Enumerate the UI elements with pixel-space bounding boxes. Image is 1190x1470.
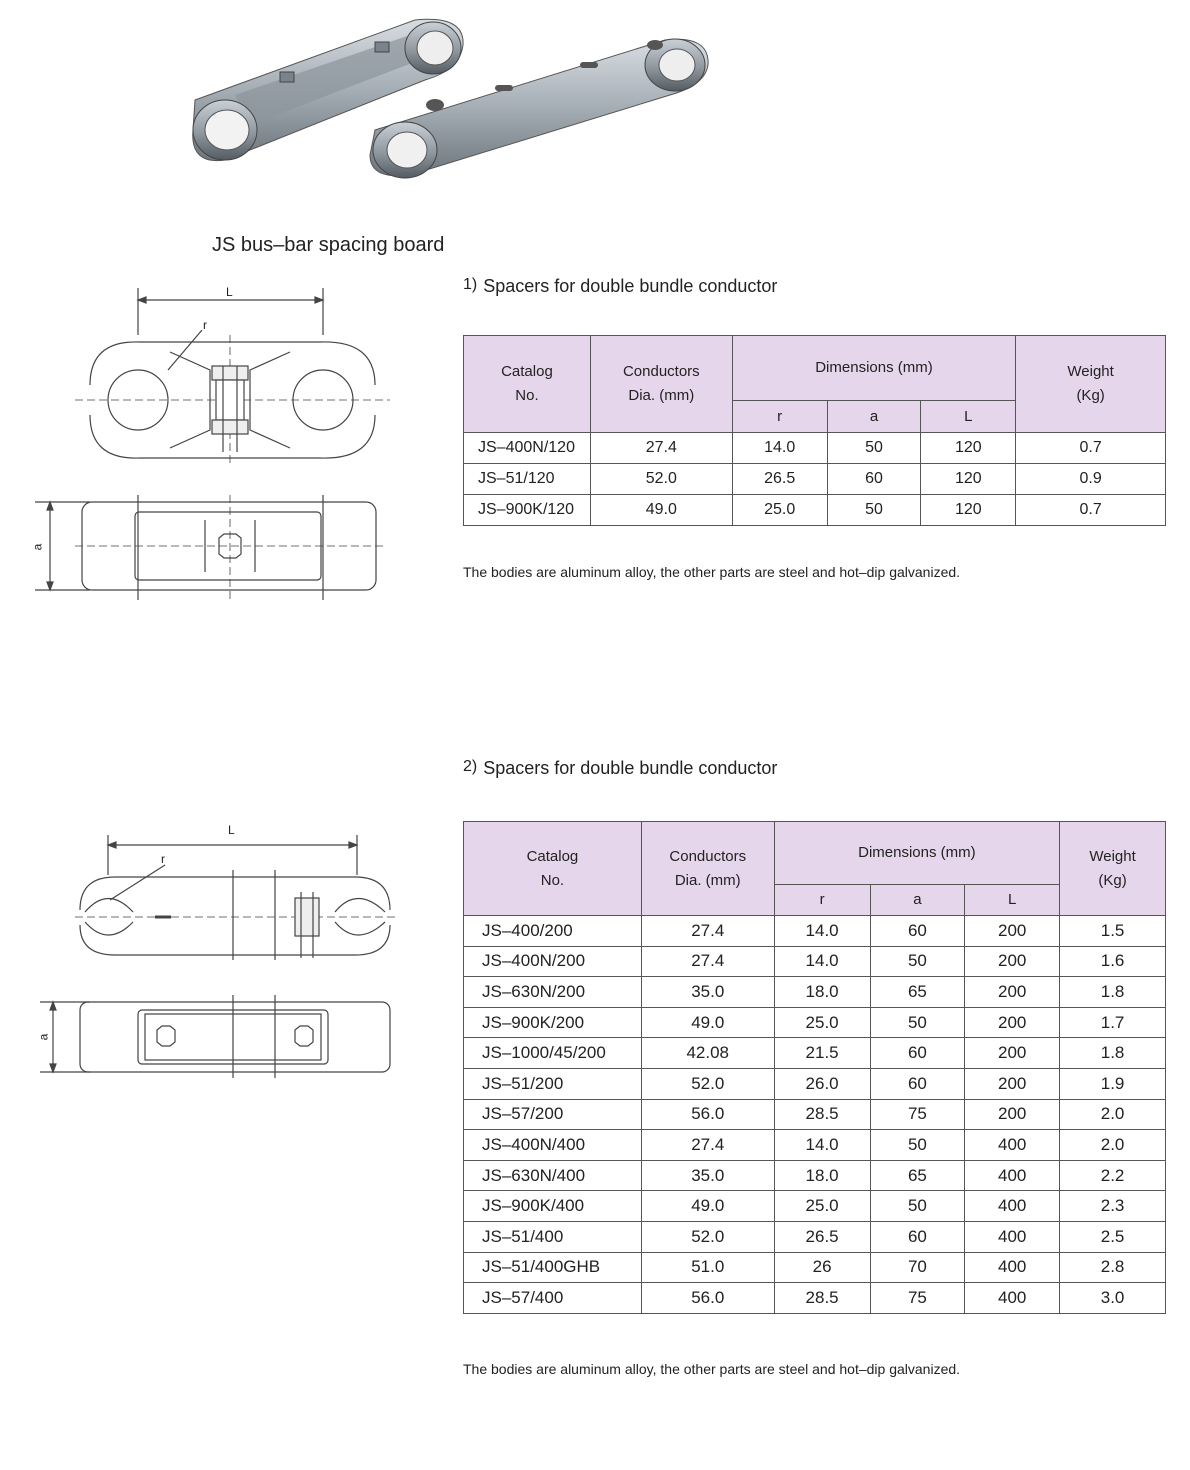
cell-dia: 51.0 — [641, 1252, 774, 1283]
spec-table-1-body — [464, 433, 1166, 526]
cell-weight: 2.5 — [1060, 1221, 1166, 1252]
cell-a: 70 — [870, 1252, 965, 1283]
cell-catalog: JS–51/400 — [464, 1221, 642, 1252]
cell-L: 200 — [965, 1068, 1060, 1099]
cell-weight: 0.7 — [1016, 495, 1166, 526]
technical-drawing-1 — [30, 280, 410, 610]
table-row — [464, 1068, 1166, 1099]
cell-L: 200 — [965, 977, 1060, 1008]
cell-catalog: JS–900K/400 — [464, 1191, 642, 1222]
cell-dia: 49.0 — [590, 495, 732, 526]
cell-dia: 52.0 — [590, 464, 732, 495]
table-row — [464, 495, 1166, 526]
cell-catalog: JS–630N/200 — [464, 977, 642, 1008]
cell-L: 400 — [965, 1252, 1060, 1283]
cell-dia: 56.0 — [641, 1283, 774, 1314]
section1-title — [463, 276, 777, 297]
cell-L: 400 — [965, 1191, 1060, 1222]
header-L: L — [965, 885, 1060, 916]
cell-dia: 49.0 — [641, 1007, 774, 1038]
cell-r: 14.0 — [774, 1130, 870, 1161]
cell-dia: 49.0 — [641, 1191, 774, 1222]
header-dimensions: Dimensions (mm) — [774, 822, 1059, 885]
cell-r: 26.5 — [732, 464, 827, 495]
cell-a: 65 — [870, 977, 965, 1008]
section2-title-text: Spacers for double bundle conductor — [483, 758, 778, 778]
cell-a: 50 — [827, 433, 921, 464]
cell-a: 65 — [870, 1160, 965, 1191]
product-title: JS bus–bar spacing board — [212, 234, 445, 256]
table-row — [464, 433, 1166, 464]
cell-L: 400 — [965, 1221, 1060, 1252]
cell-dia: 35.0 — [641, 977, 774, 1008]
table-row — [464, 1191, 1166, 1222]
cell-catalog: JS–51/120 — [464, 464, 591, 495]
cell-r: 18.0 — [774, 1160, 870, 1191]
cell-catalog: JS–51/400GHB — [464, 1252, 642, 1283]
cell-dia: 27.4 — [641, 946, 774, 977]
cell-weight: 1.6 — [1060, 946, 1166, 977]
cell-dia: 27.4 — [590, 433, 732, 464]
cell-catalog: JS–400/200 — [464, 916, 642, 947]
cell-a: 60 — [870, 1221, 965, 1252]
header-L: L — [921, 401, 1016, 433]
cell-a: 50 — [870, 1191, 965, 1222]
table-row — [464, 464, 1166, 495]
cell-a: 50 — [870, 946, 965, 977]
cell-weight: 1.8 — [1060, 1038, 1166, 1069]
table-row — [464, 1221, 1166, 1252]
section2-title — [463, 758, 777, 779]
header-catalog: Catalog No. — [464, 822, 642, 916]
cell-dia: 56.0 — [641, 1099, 774, 1130]
cell-catalog: JS–400N/200 — [464, 946, 642, 977]
cell-dia: 27.4 — [641, 916, 774, 947]
header-a: a — [827, 401, 921, 433]
cell-weight: 2.0 — [1060, 1099, 1166, 1130]
cell-r: 18.0 — [774, 977, 870, 1008]
cell-a: 75 — [870, 1099, 965, 1130]
cell-dia: 27.4 — [641, 1130, 774, 1161]
cell-weight: 0.9 — [1016, 464, 1166, 495]
header-weight: Weight (Kg) — [1016, 336, 1166, 433]
header-dimensions: Dimensions (mm) — [732, 336, 1015, 401]
section1-note: The bodies are aluminum alloy, the other parts are steel and hot–dip galvanized. — [463, 564, 961, 580]
drawing2-label-L: L — [228, 823, 235, 837]
cell-L: 200 — [965, 1099, 1060, 1130]
cell-L: 200 — [965, 916, 1060, 947]
table-row — [464, 1160, 1166, 1191]
cell-catalog: JS–1000/45/200 — [464, 1038, 642, 1069]
cell-r: 14.0 — [774, 946, 870, 977]
cell-a: 60 — [870, 916, 965, 947]
section1-title-text: Spacers for double bundle conductor — [483, 276, 778, 296]
header-r: r — [732, 401, 827, 433]
cell-weight: 1.9 — [1060, 1068, 1166, 1099]
section2-number: 2) — [463, 758, 478, 775]
cell-a: 60 — [870, 1038, 965, 1069]
cell-L: 120 — [921, 433, 1016, 464]
table-row — [464, 1130, 1166, 1161]
spec-table-2 — [463, 821, 1166, 1314]
cell-r: 28.5 — [774, 1283, 870, 1314]
spec-table-1 — [463, 335, 1166, 526]
cell-catalog: JS–400N/400 — [464, 1130, 642, 1161]
drawing2-label-a: a — [36, 1033, 51, 1041]
cell-r: 26.0 — [774, 1068, 870, 1099]
cell-r: 28.5 — [774, 1099, 870, 1130]
cell-weight: 2.2 — [1060, 1160, 1166, 1191]
cell-a: 60 — [870, 1068, 965, 1099]
cell-L: 400 — [965, 1160, 1060, 1191]
cell-L: 120 — [921, 495, 1016, 526]
header-conductors: Conductors Dia. (mm) — [641, 822, 774, 916]
cell-weight: 2.3 — [1060, 1191, 1166, 1222]
cell-r: 26.5 — [774, 1221, 870, 1252]
product-photo — [165, 0, 725, 205]
cell-catalog: JS–51/200 — [464, 1068, 642, 1099]
table-row — [464, 1099, 1166, 1130]
cell-a: 50 — [870, 1130, 965, 1161]
table-row — [464, 1252, 1166, 1283]
cell-dia: 42.08 — [641, 1038, 774, 1069]
cell-catalog: JS–630N/400 — [464, 1160, 642, 1191]
cell-L: 200 — [965, 1007, 1060, 1038]
drawing1-label-L: L — [226, 285, 233, 299]
cell-L: 200 — [965, 946, 1060, 977]
cell-catalog: JS–400N/120 — [464, 433, 591, 464]
cell-a: 50 — [827, 495, 921, 526]
table-row — [464, 946, 1166, 977]
table-row — [464, 916, 1166, 947]
spec-table-2-body — [464, 916, 1166, 1314]
cell-weight: 2.0 — [1060, 1130, 1166, 1161]
cell-weight: 1.8 — [1060, 977, 1166, 1008]
table-row — [464, 1007, 1166, 1038]
cell-r: 26 — [774, 1252, 870, 1283]
technical-drawing-2 — [35, 820, 405, 1080]
drawing1-label-r: r — [203, 318, 207, 332]
cell-r: 21.5 — [774, 1038, 870, 1069]
cell-r: 25.0 — [774, 1007, 870, 1038]
drawing2-label-r: r — [161, 852, 165, 866]
cell-catalog: JS–57/200 — [464, 1099, 642, 1130]
table-row — [464, 1038, 1166, 1069]
cell-a: 50 — [870, 1007, 965, 1038]
cell-weight: 1.7 — [1060, 1007, 1166, 1038]
cell-catalog: JS–900K/120 — [464, 495, 591, 526]
cell-dia: 52.0 — [641, 1221, 774, 1252]
table-row — [464, 977, 1166, 1008]
cell-r: 14.0 — [732, 433, 827, 464]
cell-dia: 52.0 — [641, 1068, 774, 1099]
header-r: r — [774, 885, 870, 916]
cell-a: 60 — [827, 464, 921, 495]
drawing1-label-a: a — [30, 543, 45, 551]
cell-r: 25.0 — [732, 495, 827, 526]
cell-a: 75 — [870, 1283, 965, 1314]
cell-r: 14.0 — [774, 916, 870, 947]
cell-L: 400 — [965, 1283, 1060, 1314]
cell-weight: 3.0 — [1060, 1283, 1166, 1314]
cell-catalog: JS–900K/200 — [464, 1007, 642, 1038]
cell-L: 400 — [965, 1130, 1060, 1161]
section1-number: 1) — [463, 276, 478, 293]
header-weight: Weight (Kg) — [1060, 822, 1166, 916]
cell-weight: 2.8 — [1060, 1252, 1166, 1283]
table-row — [464, 1283, 1166, 1314]
cell-weight: 1.5 — [1060, 916, 1166, 947]
cell-weight: 0.7 — [1016, 433, 1166, 464]
header-catalog: Catalog No. — [464, 336, 591, 433]
cell-L: 200 — [965, 1038, 1060, 1069]
section2-note: The bodies are aluminum alloy, the other parts are steel and hot–dip galvanized. — [463, 1361, 961, 1377]
header-a: a — [870, 885, 965, 916]
header-conductors: Conductors Dia. (mm) — [590, 336, 732, 433]
cell-L: 120 — [921, 464, 1016, 495]
cell-dia: 35.0 — [641, 1160, 774, 1191]
cell-r: 25.0 — [774, 1191, 870, 1222]
cell-catalog: JS–57/400 — [464, 1283, 642, 1314]
